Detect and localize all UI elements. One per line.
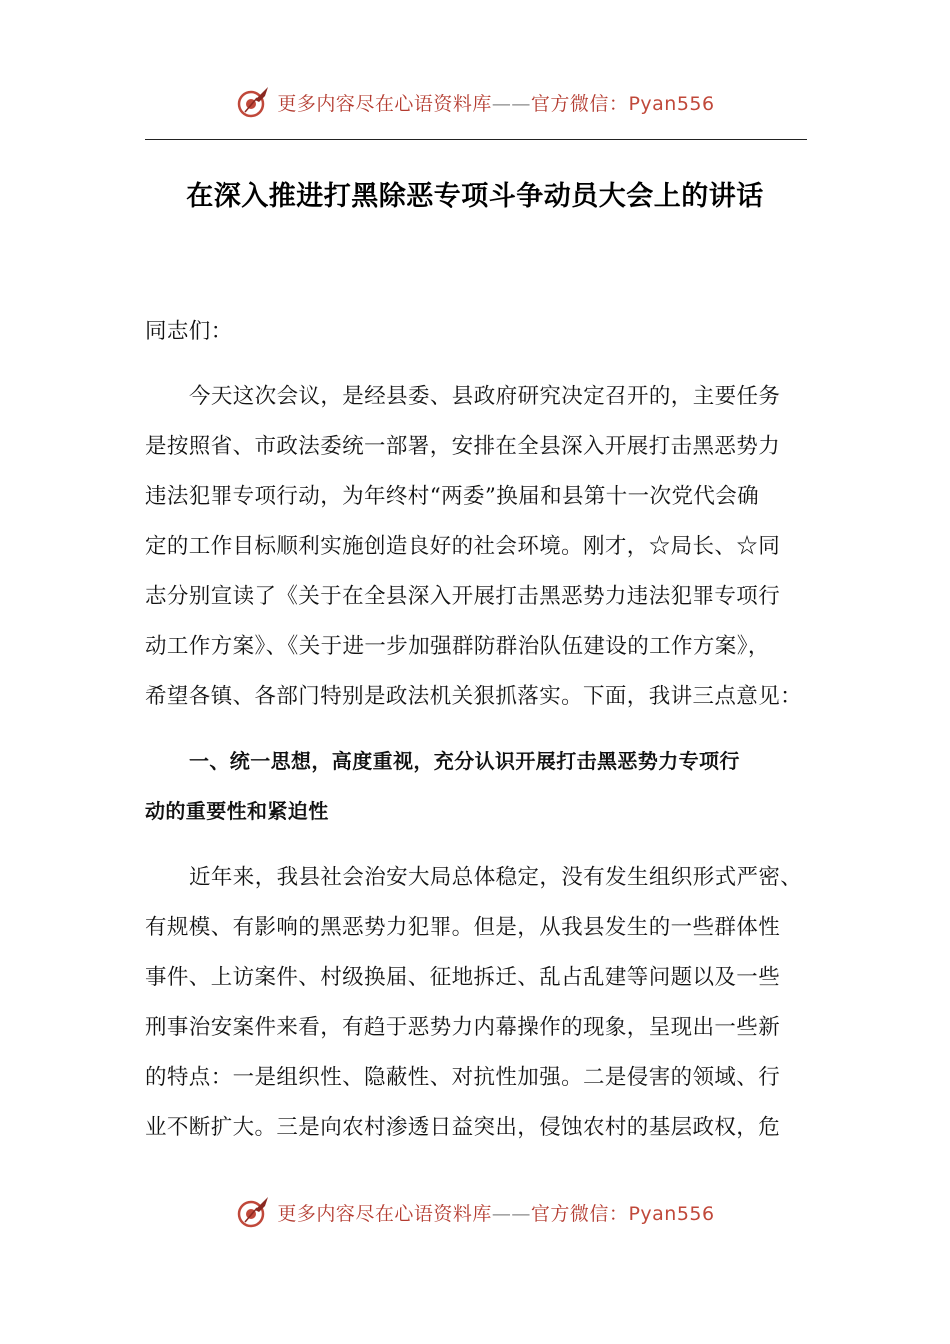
banner-separator: ——	[491, 1202, 531, 1225]
paragraph-line: 志分别宣读了《关于在全县深入开展打击黑恶势力违法犯罪专项行	[145, 584, 781, 609]
paragraph-line: 今天这次会议，是经县委、县政府研究决定召开的，主要任务	[189, 384, 781, 409]
header-banner	[0, 82, 950, 122]
footer-banner	[0, 1192, 950, 1232]
section-heading: 动的重要性和紧迫性	[145, 799, 329, 823]
paragraph-line: 近年来，我县社会治安大局总体稳定，没有发生组织形式严密、	[189, 865, 803, 890]
banner-wechat-label: 官方微信：	[530, 1202, 629, 1225]
banner-wechat-label: 官方微信：	[530, 92, 629, 115]
paragraph-line: 事件、上访案件、村级换届、征地拆迁、乱占乱建等问题以及一些	[145, 965, 781, 990]
paragraph-line: 是按照省、市政法委统一部署，安排在全县深入开展打击黑恶势力	[145, 434, 781, 459]
header-divider	[145, 139, 807, 140]
quill-pen-logo-icon	[235, 84, 271, 120]
banner-separator: ——	[491, 92, 531, 115]
salutation: 同志们：	[145, 319, 233, 344]
paragraph-line: 有规模、有影响的黑恶势力犯罪。但是，从我县发生的一些群体性	[145, 915, 781, 940]
paragraph-line: 业不断扩大。三是向农村渗透日益突出，侵蚀农村的基层政权，危	[145, 1115, 781, 1140]
banner-wechat-id: Pyan556	[628, 1202, 715, 1225]
banner-wechat-id: Pyan556	[628, 92, 715, 115]
document-title: 在深入推进打黑除恶专项斗争动员大会上的讲话	[186, 181, 764, 212]
banner-text	[277, 89, 714, 116]
banner-site-text: 更多内容尽在心语资料库	[277, 1202, 492, 1225]
paragraph-line: 刑事治安案件来看，有趋于恶势力内幕操作的现象，呈现出一些新	[145, 1015, 781, 1040]
paragraph-line: 定的工作目标顺利实施创造良好的社会环境。刚才，☆局长、☆同	[145, 534, 781, 559]
section-heading: 一、统一思想，高度重视，充分认识开展打击黑恶势力专项行	[189, 749, 740, 773]
quill-pen-logo-icon	[235, 1194, 271, 1230]
paragraph-line: 动工作方案》、《关于进一步加强群防群治队伍建设的工作方案》，	[145, 634, 770, 659]
paragraph-line: 希望各镇、各部门特别是政法机关狠抓落实。下面，我讲三点意见：	[145, 684, 803, 709]
banner-site-text: 更多内容尽在心语资料库	[277, 92, 492, 115]
paragraph-line: 违法犯罪专项行动，为年终村“两委”换届和县第十一次党代会确	[145, 484, 760, 509]
banner-text	[277, 1199, 714, 1226]
paragraph-line: 的特点：一是组织性、隐蔽性、对抗性加强。二是侵害的领域、行	[145, 1065, 781, 1090]
